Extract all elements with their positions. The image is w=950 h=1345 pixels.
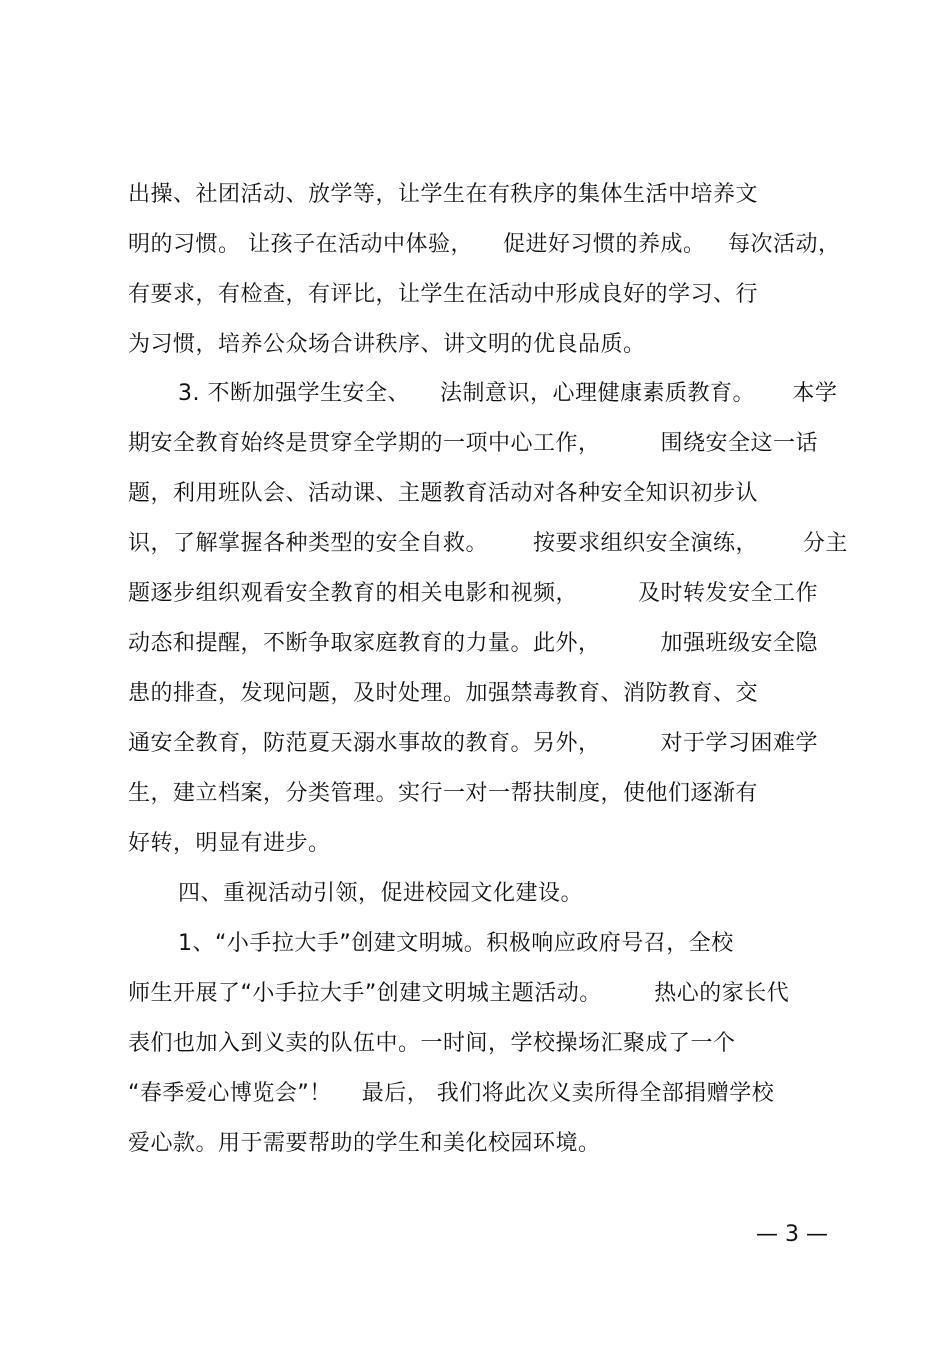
text-line: 3. 不断加强学生安全、 法制意识，心理健康素质教育。 本学 [178,381,838,406]
text-line: 题，利用班队会、活动课、主题教育活动对各种安全知识初步认 [128,481,759,506]
text-line: 题逐步组织观看安全教育的相关电影和视频， 及时转发安全工作 [128,581,818,606]
text-line: 动态和提醒，不断争取家庭教育的力量。此外， 加强班级安全隐 [128,631,818,656]
text-line: 通安全教育，防范夏天溺水事故的教育。另外， 对于学习困难学 [128,731,818,756]
section-heading: 四、重视活动引领，促进校园文化建设。 [178,881,584,906]
text-line: 期安全教育始终是贯穿全学期的一项中心工作， 围绕安全这一话 [128,431,818,456]
text-line: 为习惯，培养公众场合讲秩序、讲文明的优良品质。 [128,332,646,357]
text-line: 患的排查，发现问题，及时处理。加强禁毒教育、消防教育、交 [128,681,759,706]
page-number: — 3 — [756,1222,828,1247]
text-line: 1、“小手拉大手”创建文明城。积极响应政府号召，全校 [178,931,734,956]
text-line: 识，了解掌握各种类型的安全自救。 按要求组织安全演练， 分主 [128,531,848,556]
text-line: 爱心款。用于需要帮助的学生和美化校园环境。 [128,1131,601,1156]
text-line: 生，建立档案，分类管理。实行一对一帮扶制度，使他们逐渐有 [128,781,759,806]
text-line: 明的习惯。 让孩子在活动中体验， 促进好习惯的养成。 每次活动， [128,232,841,257]
text-line: 出操、社团活动、放学等，让学生在有秩序的集体生活中培养文 [128,182,759,207]
text-line: 好转，明显有进步。 [128,831,331,856]
text-line: “春季爱心博览会”！ 最后， 我们将此次义卖所得全部捐赠学校 [128,1081,775,1106]
text-line: 师生开展了“小手拉大手”创建文明城主题活动。 热心的家长代 [128,981,790,1006]
text-line: 有要求，有检查，有评比，让学生在活动中形成良好的学习、行 [128,282,759,307]
text-line: 表们也加入到义卖的队伍中。一时间，学校操场汇聚成了一个 [128,1031,736,1056]
